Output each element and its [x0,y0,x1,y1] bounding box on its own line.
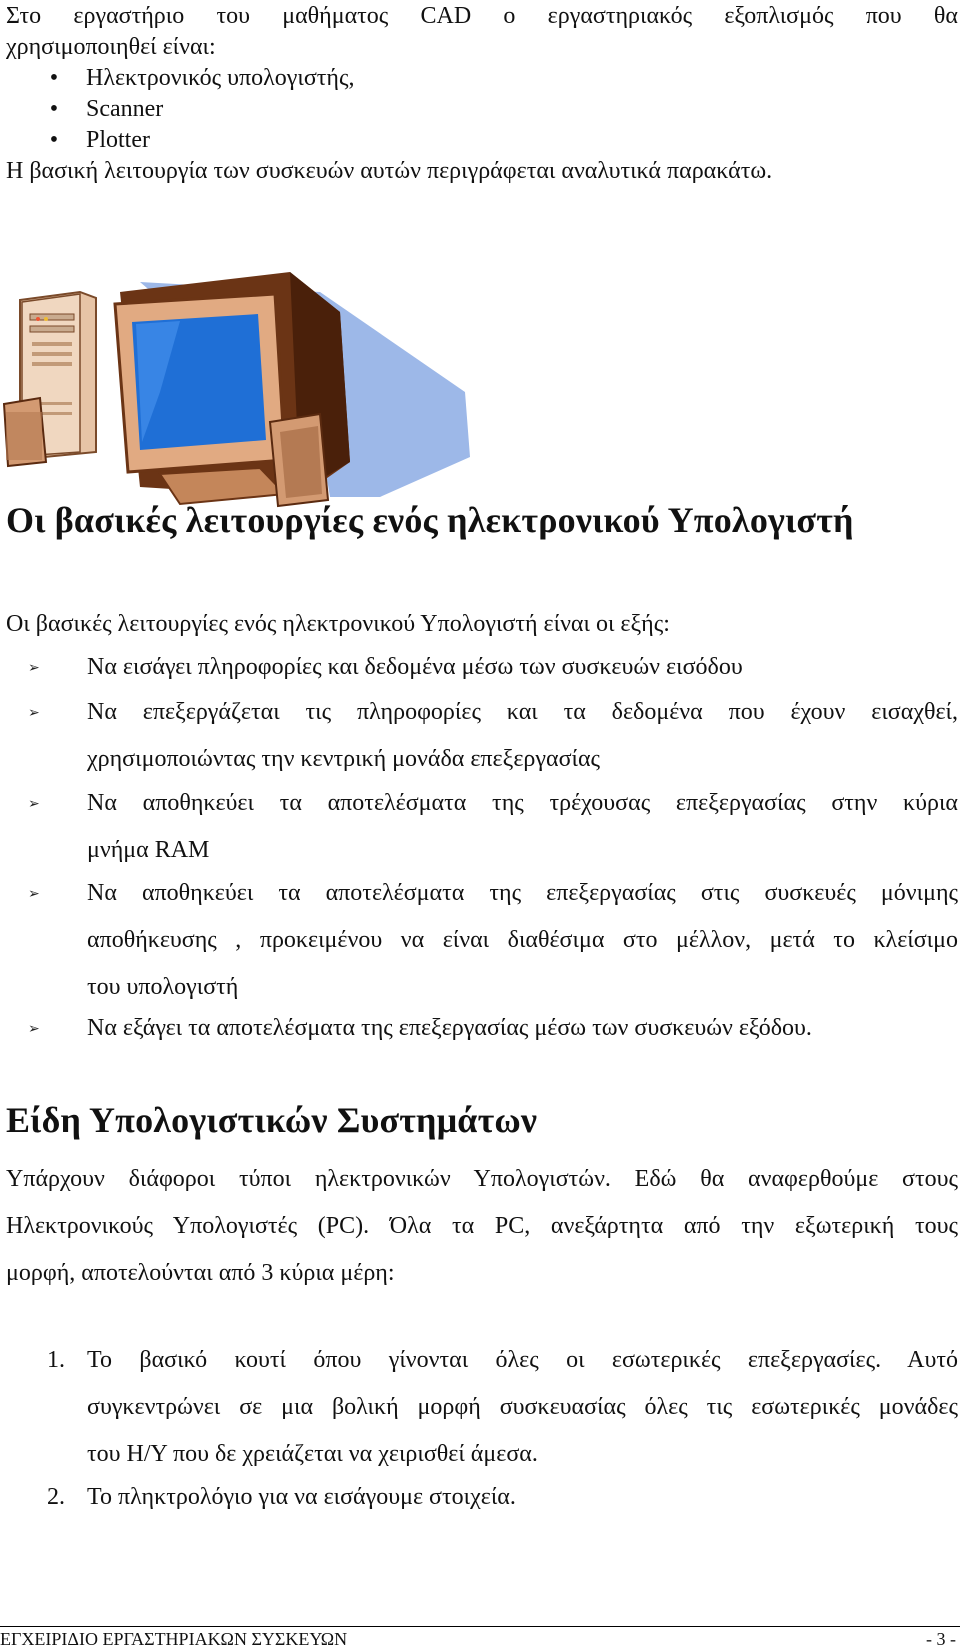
footer-title: ΕΓΧΕΙΡΙΔΙΟ ΕΡΓΑΣΤΗΡΙΑΚΩΝ ΣΥΣΚΕΥΩΝ [0,1629,348,1649]
list-item-line: Να αποθηκεύει τα αποτελέσματα της τρέχουσας επεξεργασίας στην κύρια [87,790,958,816]
list-item-line: Να εξάγει τα αποτελέσματα της επεξεργασίας μέσω των συσκευών εξόδου. [87,1015,812,1041]
list-item-line: του Η/Υ που δε χρειάζεται να χειρισθεί άμεσα. [87,1441,538,1467]
list-number: 1. [47,1347,65,1373]
list-item-line: του υπολογιστή [87,974,239,1000]
intro-line-1: Στο εργαστήριο του μαθήματος CAD ο εργαστηριακός εξοπλισμός που θα [6,3,958,29]
bullet-dot-icon: • [49,127,59,153]
desktop-computer-icon [0,262,500,522]
list-item-line: Το βασικό κουτί όπου γίνονται όλες οι εσωτερικές επεξεργασίες. Αυτό [87,1347,958,1373]
list-item-text: Ηλεκτρονικός υπολογιστής, [86,65,355,91]
list-item-text: Scanner [86,96,164,122]
arrow-bullet-icon: ➢ [28,1021,40,1037]
bullet-dot-icon: • [49,96,59,122]
list-item-line: Το πληκτρολόγιο για να εισάγουμε στοιχεία. [87,1484,516,1510]
arrow-bullet-icon: ➢ [28,660,40,676]
list-item-line: χρησιμοποιώντας την κεντρική μονάδα επεξεργασίας [87,746,601,772]
page-number: - 3 - [926,1629,956,1649]
bullet-dot-icon: • [49,65,59,91]
paragraph-line: Ηλεκτρονικούς Υπολογιστές (PC). Όλα τα PC, ανεξάρτητα από την εξωτερική τους [6,1213,958,1239]
list-item [87,1005,958,1052]
arrow-bullet-icon: ➢ [28,796,40,812]
list-item-line: Να επεξεργάζεται τις πληροφορίες και τα δεδομένα που έχουν εισαχθεί, [87,699,958,725]
list-item-line: μνήμα RAM [87,837,210,863]
list-item [87,870,958,1011]
list-item [87,644,958,691]
section-intro: Οι βασικές λειτουργίες ενός ηλεκτρονικού Υπολογιστή είναι οι εξής: [6,611,670,637]
list-item-line: Να αποθηκεύει τα αποτελέσματα της επεξεργασίας στις συσκευές μόνιμης [87,880,958,906]
section-heading: Είδη Υπολογιστικών Συστημάτων [6,1100,538,1140]
section-paragraph [6,1156,958,1297]
arrow-bullet-icon: ➢ [28,705,40,721]
list-item-text: Plotter [86,127,150,153]
list-item [87,1474,958,1521]
arrow-bullet-icon: ➢ [28,886,40,902]
list-number: 2. [47,1484,65,1510]
footer-divider [0,1626,960,1627]
list-item-line: αποθήκευσης , προκειμένου να είναι διαθέσιμα στο μέλλον, μετά το κλείσιμο [87,927,958,953]
intro-line-2: χρησιμοποιηθεί είναι: [6,34,216,60]
intro-closing: Η βασική λειτουργία των συσκευών αυτών περιγράφεται αναλυτικά παρακάτω. [6,158,773,184]
list-item [87,780,958,874]
paragraph-line: Υπάρχουν διάφοροι τύποι ηλεκτρονικών Υπολογιστών. Εδώ θα αναφερθούμε στους [6,1166,958,1192]
list-item [87,689,958,783]
section-heading: Οι βασικές λειτουργίες ενός ηλεκτρονικού Υπολογιστή [6,500,854,540]
list-item-line: Να εισάγει πληροφορίες και δεδομένα μέσω των συσκευών εισόδου [87,654,743,680]
list-item-line: συγκεντρώνει σε μια βολική μορφή συσκευασίας όλες τις εσωτερικές μονάδες [87,1394,958,1420]
list-item [87,1337,958,1478]
paragraph-line: μορφή, αποτελούνται από 3 κύρια μέρη: [6,1260,395,1286]
